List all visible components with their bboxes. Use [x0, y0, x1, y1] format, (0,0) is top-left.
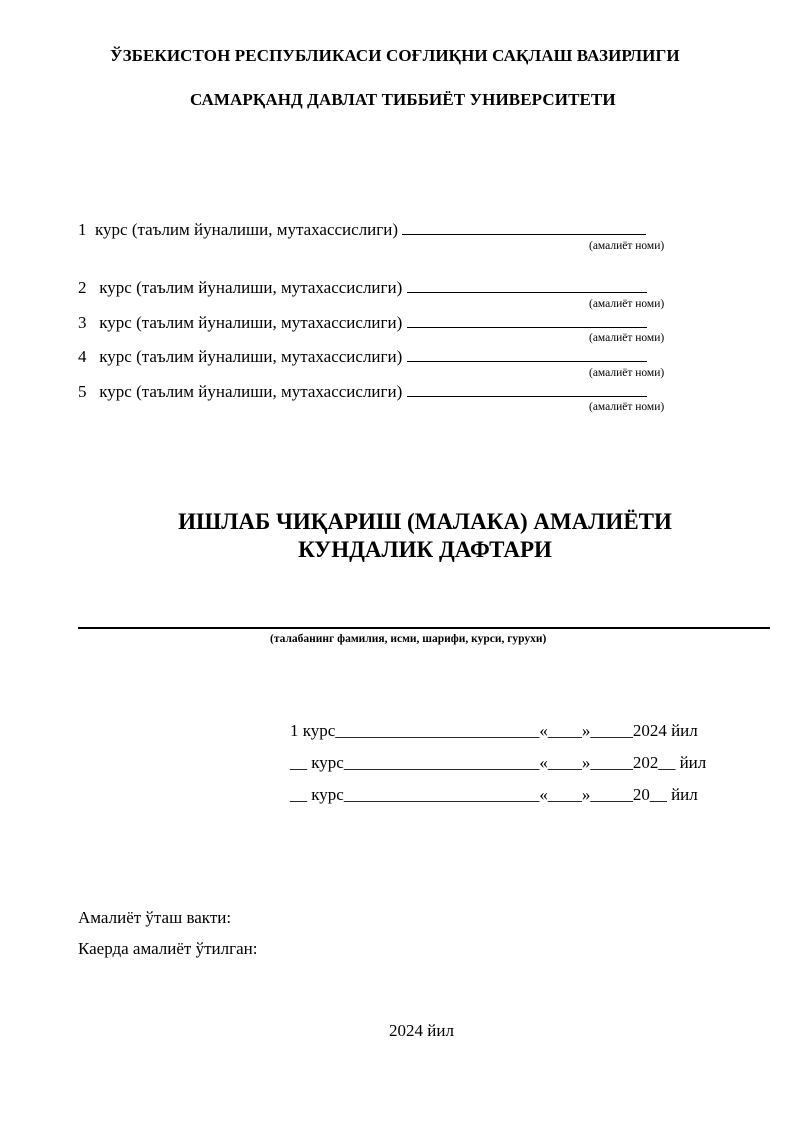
course-label: курс (таълим йуналиши, мутахассислиги) [99, 382, 403, 401]
ministry-heading: ЎЗБЕКИСТОН РЕСПУБЛИКАСИ СОҒЛИҚНИ САҚЛАШ ВАЗИРЛИГИ [110, 46, 680, 65]
document-title [25, 508, 800, 564]
fill-line [407, 382, 647, 397]
course-caption-1: (амалиёт номи) [589, 240, 665, 252]
course-caption-5: (амалиёт номи) [589, 401, 665, 413]
course-line-3 [78, 313, 647, 333]
footer-year: 2024 йил [389, 1021, 454, 1040]
course-number: 5 [78, 382, 87, 401]
course-line-4 [78, 347, 647, 367]
course-number: 1 [78, 220, 87, 239]
date-row-1: 1 курс________________________«____»_____2024 йил [290, 721, 698, 740]
student-caption: (талабанинг фамилия, исми, шарифи, курси, гурухи) [270, 633, 547, 645]
course-line-5 [78, 382, 647, 402]
fill-line [402, 220, 646, 235]
title-line-2: КУНДАЛИК ДАФТАРИ [298, 537, 552, 562]
student-name-line [78, 627, 770, 629]
date-row-2: __ курс_______________________«____»_____202__ йил [290, 753, 707, 772]
course-caption-3: (амалиёт номи) [589, 332, 665, 344]
course-number: 3 [78, 313, 87, 332]
practice-place-label: Каерда амалиёт ўтилган: [78, 939, 258, 958]
course-number: 4 [78, 347, 87, 366]
fill-line [407, 347, 647, 362]
course-label: курс (таълим йуналиши, мутахассислиги) [95, 220, 399, 239]
course-label: курс (таълим йуналиши, мутахассислиги) [99, 278, 403, 297]
fill-line [407, 278, 647, 293]
course-label: курс (таълим йуналиши, мутахассислиги) [99, 347, 403, 366]
fill-line [407, 313, 647, 328]
course-line-2 [78, 278, 647, 298]
course-label: курс (таълим йуналиши, мутахассислиги) [99, 313, 403, 332]
course-line-1 [78, 220, 646, 240]
course-number: 2 [78, 278, 87, 297]
title-line-1: ИШЛАБ ЧИҚАРИШ (МАЛАКА) АМАЛИЁТИ [178, 509, 672, 534]
course-caption-4: (амалиёт номи) [589, 367, 665, 379]
course-caption-2: (амалиёт номи) [589, 298, 665, 310]
university-heading: САМАРҚАНД ДАВЛАТ ТИББИЁТ УНИВЕРСИТЕТИ [190, 90, 616, 109]
date-row-3: __ курс_______________________«____»_____20__ йил [290, 785, 698, 804]
practice-time-label: Амалиёт ўташ вакти: [78, 908, 232, 927]
